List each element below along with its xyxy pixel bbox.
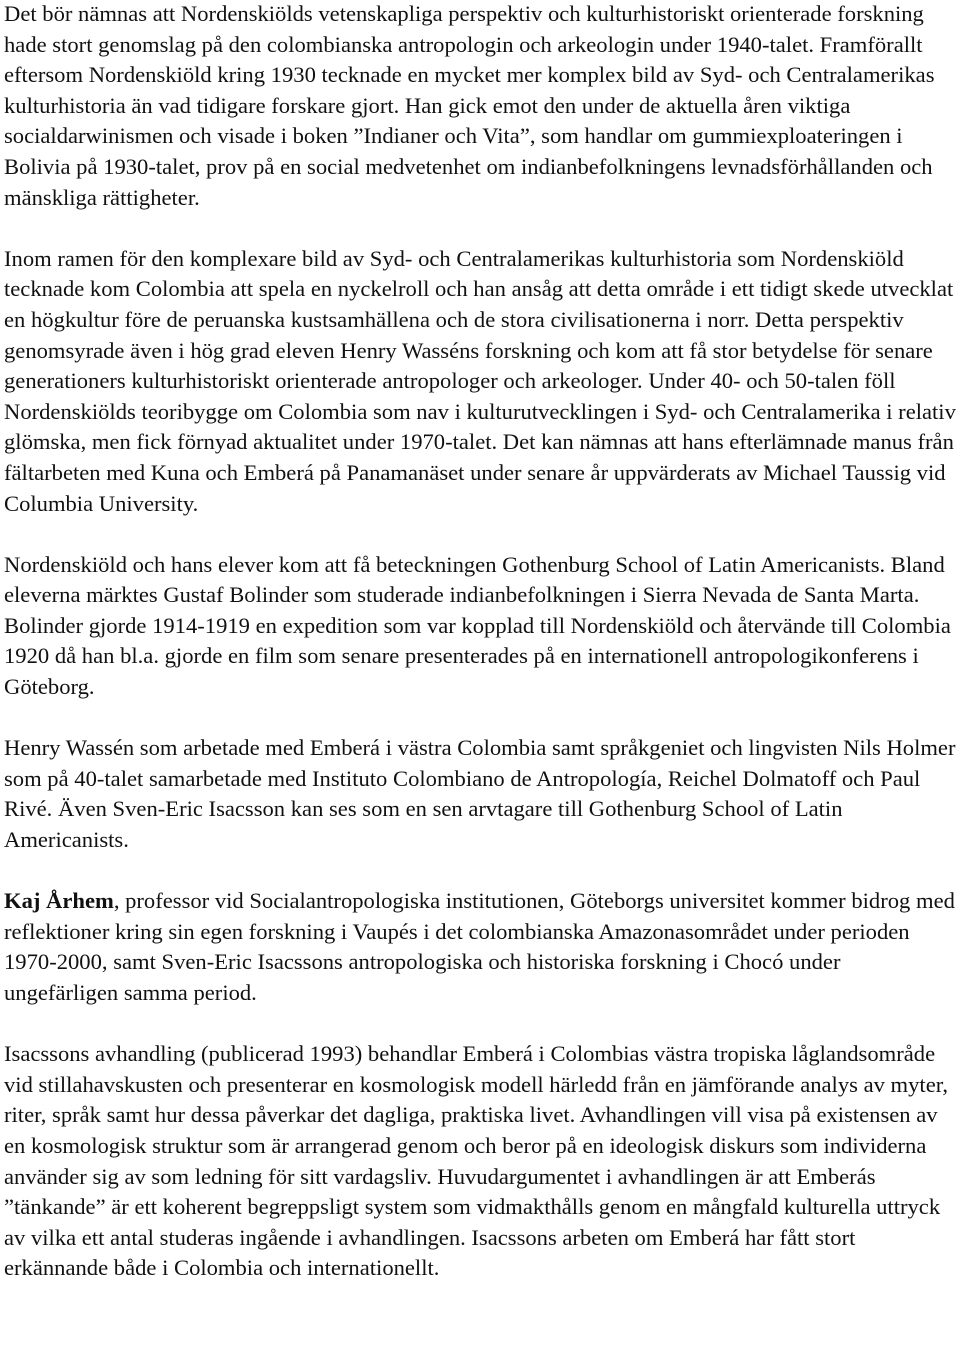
paragraph-1: Det bör nämnas att Nordenskiölds vetenskapliga perspektiv och kulturhistoriskt orienterade forskning hade stort genomslag på den colombianska antropologin och arkeologin under 1940-talet. Framförallt eftersom Nordenskiöld kring 1930 tecknade en mycket mer komplex bild av Syd- och Centralamerikas kulturhistoria än vad tidigare forskare gjort. Han gick emot den under de aktuella åren viktiga socialdarwinismen och visade i boken ”Indianer och Vita”, som handlar om gummiexploateringen i Bolivia på 1930-talet, prov på en social medvetenhet om indianbefolkningens levnadsförhållanden och mänskliga rättigheter. — [4, 1, 935, 210]
paragraph-5-text: , professor vid Socialantropologiska institutionen, Göteborgs universitet kommer bidrog med reflektioner kring sin egen forskning i Vaupés i det colombianska Amazonasområdet under perioden 1970-2000, samt Sven-Eric Isacssons antropologiska och historiska forskning i Chocó under ungefärligen samma period. — [4, 888, 955, 1005]
paragraph-2: Inom ramen för den komplexare bild av Syd- och Centralamerikas kulturhistoria som Nordenskiöld tecknade kom Colombia att spela en nyckelroll och han ansåg att detta område i ett tidigt skede utvecklat en högkultur före de peruanska kustsamhällena och de stora civilisationerna i norr. Detta perspektiv genomsyrade även i hög grad eleven Henry Wasséns forskning och kom att få stor betydelse för senare generationers kulturhistoriskt orienterade antropologer och arkeologer. Under 40- och 50-talen föll Nordenskiölds teoribygge om Colombia som nav i kulturutvecklingen i Syd- och Centralamerika i relativ glömska, men fick förnyad aktualitet under 1970-talet. Det kan nämnas att hans efterlämnade manus från fältarbeten med Kuna och Emberá på Panamanäset under senare år uppvärderats av Michael Taussig vid Columbia University. — [4, 245, 956, 516]
paragraph-6: Isacssons avhandling (publicerad 1993) behandlar Emberá i Colombias västra tropiska låglandsområde vid stillahavskusten och presenterar en kosmologisk modell härledd från en jämförande analys av myter, riter, språk samt hur dessa påverkar det dagliga, praktiska livet. Avhandlingen vill visa på existensen av en kosmologisk struktur som är arrangerad genom och beror på en ideologisk diskurs som individerna använder sig av som ledning för sitt vardagsliv. Huvudargumentet i avhandlingen är att Emberás ”tänkande” är ett koherent begreppsligt system som vidmakthålls genom en mångfald kulturella uttryck av vilka ett antal studeras ingående i avhandlingen. Isacssons arbeten om Emberá har fått stort erkännande både i Colombia och internationellt. — [4, 1041, 948, 1281]
paragraph-4: Henry Wassén som arbetade med Emberá i västra Colombia samt språkgeniet och lingvisten Nils Holmer som på 40-talet samarbetade med Instituto Colombiano de Antropología, Reichel Dolmatoff och Paul Rivé. Även Sven-Eric Isacsson kan ses som en sen arvtagare till Gothenburg School of Latin Americanists. — [4, 735, 956, 853]
person-name-bold: Kaj Århem — [4, 888, 114, 914]
paragraph-3: Nordenskiöld och hans elever kom att få beteckningen Gothenburg School of Latin Americanists. Bland eleverna märktes Gustaf Bolinder som studerade indianbefolkningen i Sierra Nevada de Santa Marta. Bolinder gjorde 1914-1919 en expedition som var kopplad till Nordenskiöld och återvände till Colombia 1920 då han bl.a. gjorde en film som senare presenterades på en internationell antropologikonferens i Göteborg. — [4, 551, 951, 700]
paragraph-5 — [4, 886, 956, 1008]
